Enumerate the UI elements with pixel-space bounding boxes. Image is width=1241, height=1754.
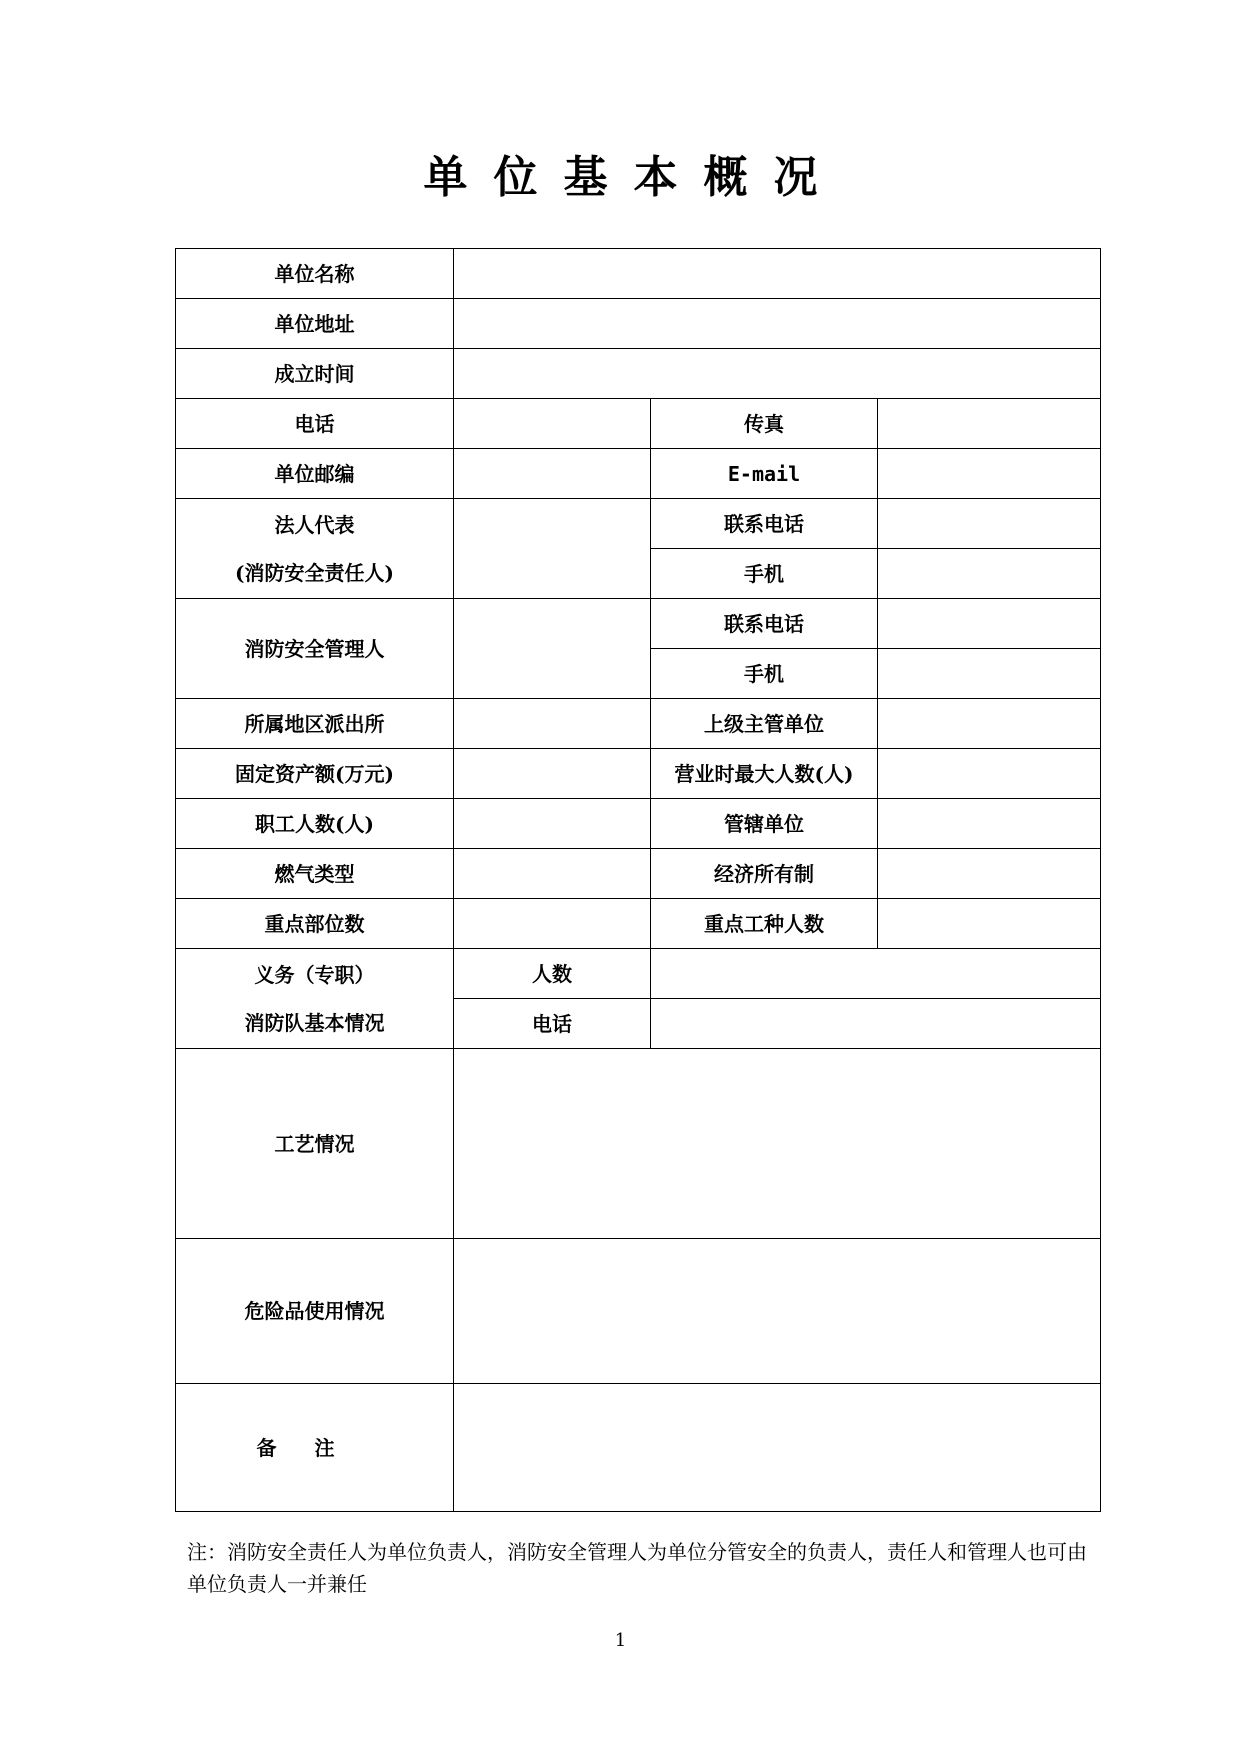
label-phone: 电话: [176, 399, 454, 449]
label-legal-rep-contact-phone: 联系电话: [651, 499, 878, 549]
field-legal-rep-mobile[interactable]: [878, 549, 1101, 599]
form-row-hazmat: [176, 1239, 1101, 1384]
field-unit-name[interactable]: [454, 249, 1101, 299]
label-employees: 职工人数(人): [176, 799, 454, 849]
label-remarks: [176, 1384, 454, 1512]
form-row-key-parts-workers: [176, 899, 1101, 949]
label-postcode: 单位邮编: [176, 449, 454, 499]
field-employees[interactable]: [454, 799, 651, 849]
label-team-phone: 电话: [454, 999, 651, 1049]
unit-overview-form: [175, 248, 1101, 1512]
field-legal-rep-contact-phone[interactable]: [878, 499, 1101, 549]
field-email[interactable]: [878, 449, 1101, 499]
label-fire-team-line2: 消防队基本情况: [244, 1010, 385, 1035]
field-remarks[interactable]: [454, 1384, 1101, 1512]
form-row-address: [176, 299, 1101, 349]
field-manager-contact-phone[interactable]: [878, 599, 1101, 649]
form-row-established: [176, 349, 1101, 399]
label-fire-manager: 消防安全管理人: [176, 599, 454, 699]
field-postcode[interactable]: [454, 449, 651, 499]
label-fire-team-line1: 义务（专职）: [254, 962, 375, 987]
label-email: E-mail: [651, 449, 878, 499]
label-max-people: 营业时最大人数(人): [651, 749, 878, 799]
field-hazmat[interactable]: [454, 1239, 1101, 1384]
page-number: 1: [614, 1630, 627, 1651]
field-established[interactable]: [454, 349, 1101, 399]
field-ownership[interactable]: [878, 849, 1101, 899]
form-row-fire-team-1: [176, 949, 1101, 999]
label-legal-rep-line1: 法人代表: [274, 512, 355, 537]
field-process[interactable]: [454, 1049, 1101, 1239]
form-row-legal-rep-1: [176, 499, 1101, 549]
label-fire-team: [176, 949, 454, 1049]
label-hazmat: 危险品使用情况: [176, 1239, 454, 1384]
field-gas-type[interactable]: [454, 849, 651, 899]
form-row-police-superior: [176, 699, 1101, 749]
label-key-workers: 重点工种人数: [651, 899, 878, 949]
field-manager-mobile[interactable]: [878, 649, 1101, 699]
label-fax: 传真: [651, 399, 878, 449]
field-fire-manager[interactable]: [454, 599, 651, 699]
form-row-assets-people: [176, 749, 1101, 799]
form-row-remarks: [176, 1384, 1101, 1512]
label-legal-rep-line2: (消防安全责任人): [235, 560, 394, 585]
form-row-process: [176, 1049, 1101, 1239]
label-ownership: 经济所有制: [651, 849, 878, 899]
label-established: 成立时间: [176, 349, 454, 399]
field-superior-unit[interactable]: [878, 699, 1101, 749]
form-row-gas-ownership: [176, 849, 1101, 899]
field-headcount[interactable]: [651, 949, 1101, 999]
label-remarks-text: 备注: [256, 1435, 373, 1460]
field-fax[interactable]: [878, 399, 1101, 449]
form-row-name: [176, 249, 1101, 299]
field-legal-rep[interactable]: [454, 499, 651, 599]
label-jurisdiction: 管辖单位: [651, 799, 878, 849]
label-gas-type: 燃气类型: [176, 849, 454, 899]
label-unit-name: 单位名称: [176, 249, 454, 299]
form-row-fire-manager-1: [176, 599, 1101, 649]
field-team-phone[interactable]: [651, 999, 1101, 1049]
footnote: 注：消防安全责任人为单位负责人，消防安全管理人为单位分管安全的负责人，责任人和管理人也可由单位负责人一并兼任: [187, 1540, 1087, 1596]
form-row-phone-fax: [176, 399, 1101, 449]
page-title: 单位基本概况: [423, 152, 844, 203]
label-manager-contact-phone: 联系电话: [651, 599, 878, 649]
field-unit-address[interactable]: [454, 299, 1101, 349]
label-police-station: 所属地区派出所: [176, 699, 454, 749]
label-superior-unit: 上级主管单位: [651, 699, 878, 749]
form-row-employees-jurisdiction: [176, 799, 1101, 849]
field-key-parts[interactable]: [454, 899, 651, 949]
field-phone[interactable]: [454, 399, 651, 449]
field-max-people[interactable]: [878, 749, 1101, 799]
label-unit-address: 单位地址: [176, 299, 454, 349]
field-key-workers[interactable]: [878, 899, 1101, 949]
label-manager-mobile: 手机: [651, 649, 878, 699]
field-police-station[interactable]: [454, 699, 651, 749]
label-process: 工艺情况: [176, 1049, 454, 1239]
field-jurisdiction[interactable]: [878, 799, 1101, 849]
label-legal-rep: [176, 499, 454, 599]
label-legal-rep-mobile: 手机: [651, 549, 878, 599]
label-fixed-assets: 固定资产额(万元): [176, 749, 454, 799]
label-headcount: 人数: [454, 949, 651, 999]
form-row-postcode-email: [176, 449, 1101, 499]
field-fixed-assets[interactable]: [454, 749, 651, 799]
label-key-parts: 重点部位数: [176, 899, 454, 949]
